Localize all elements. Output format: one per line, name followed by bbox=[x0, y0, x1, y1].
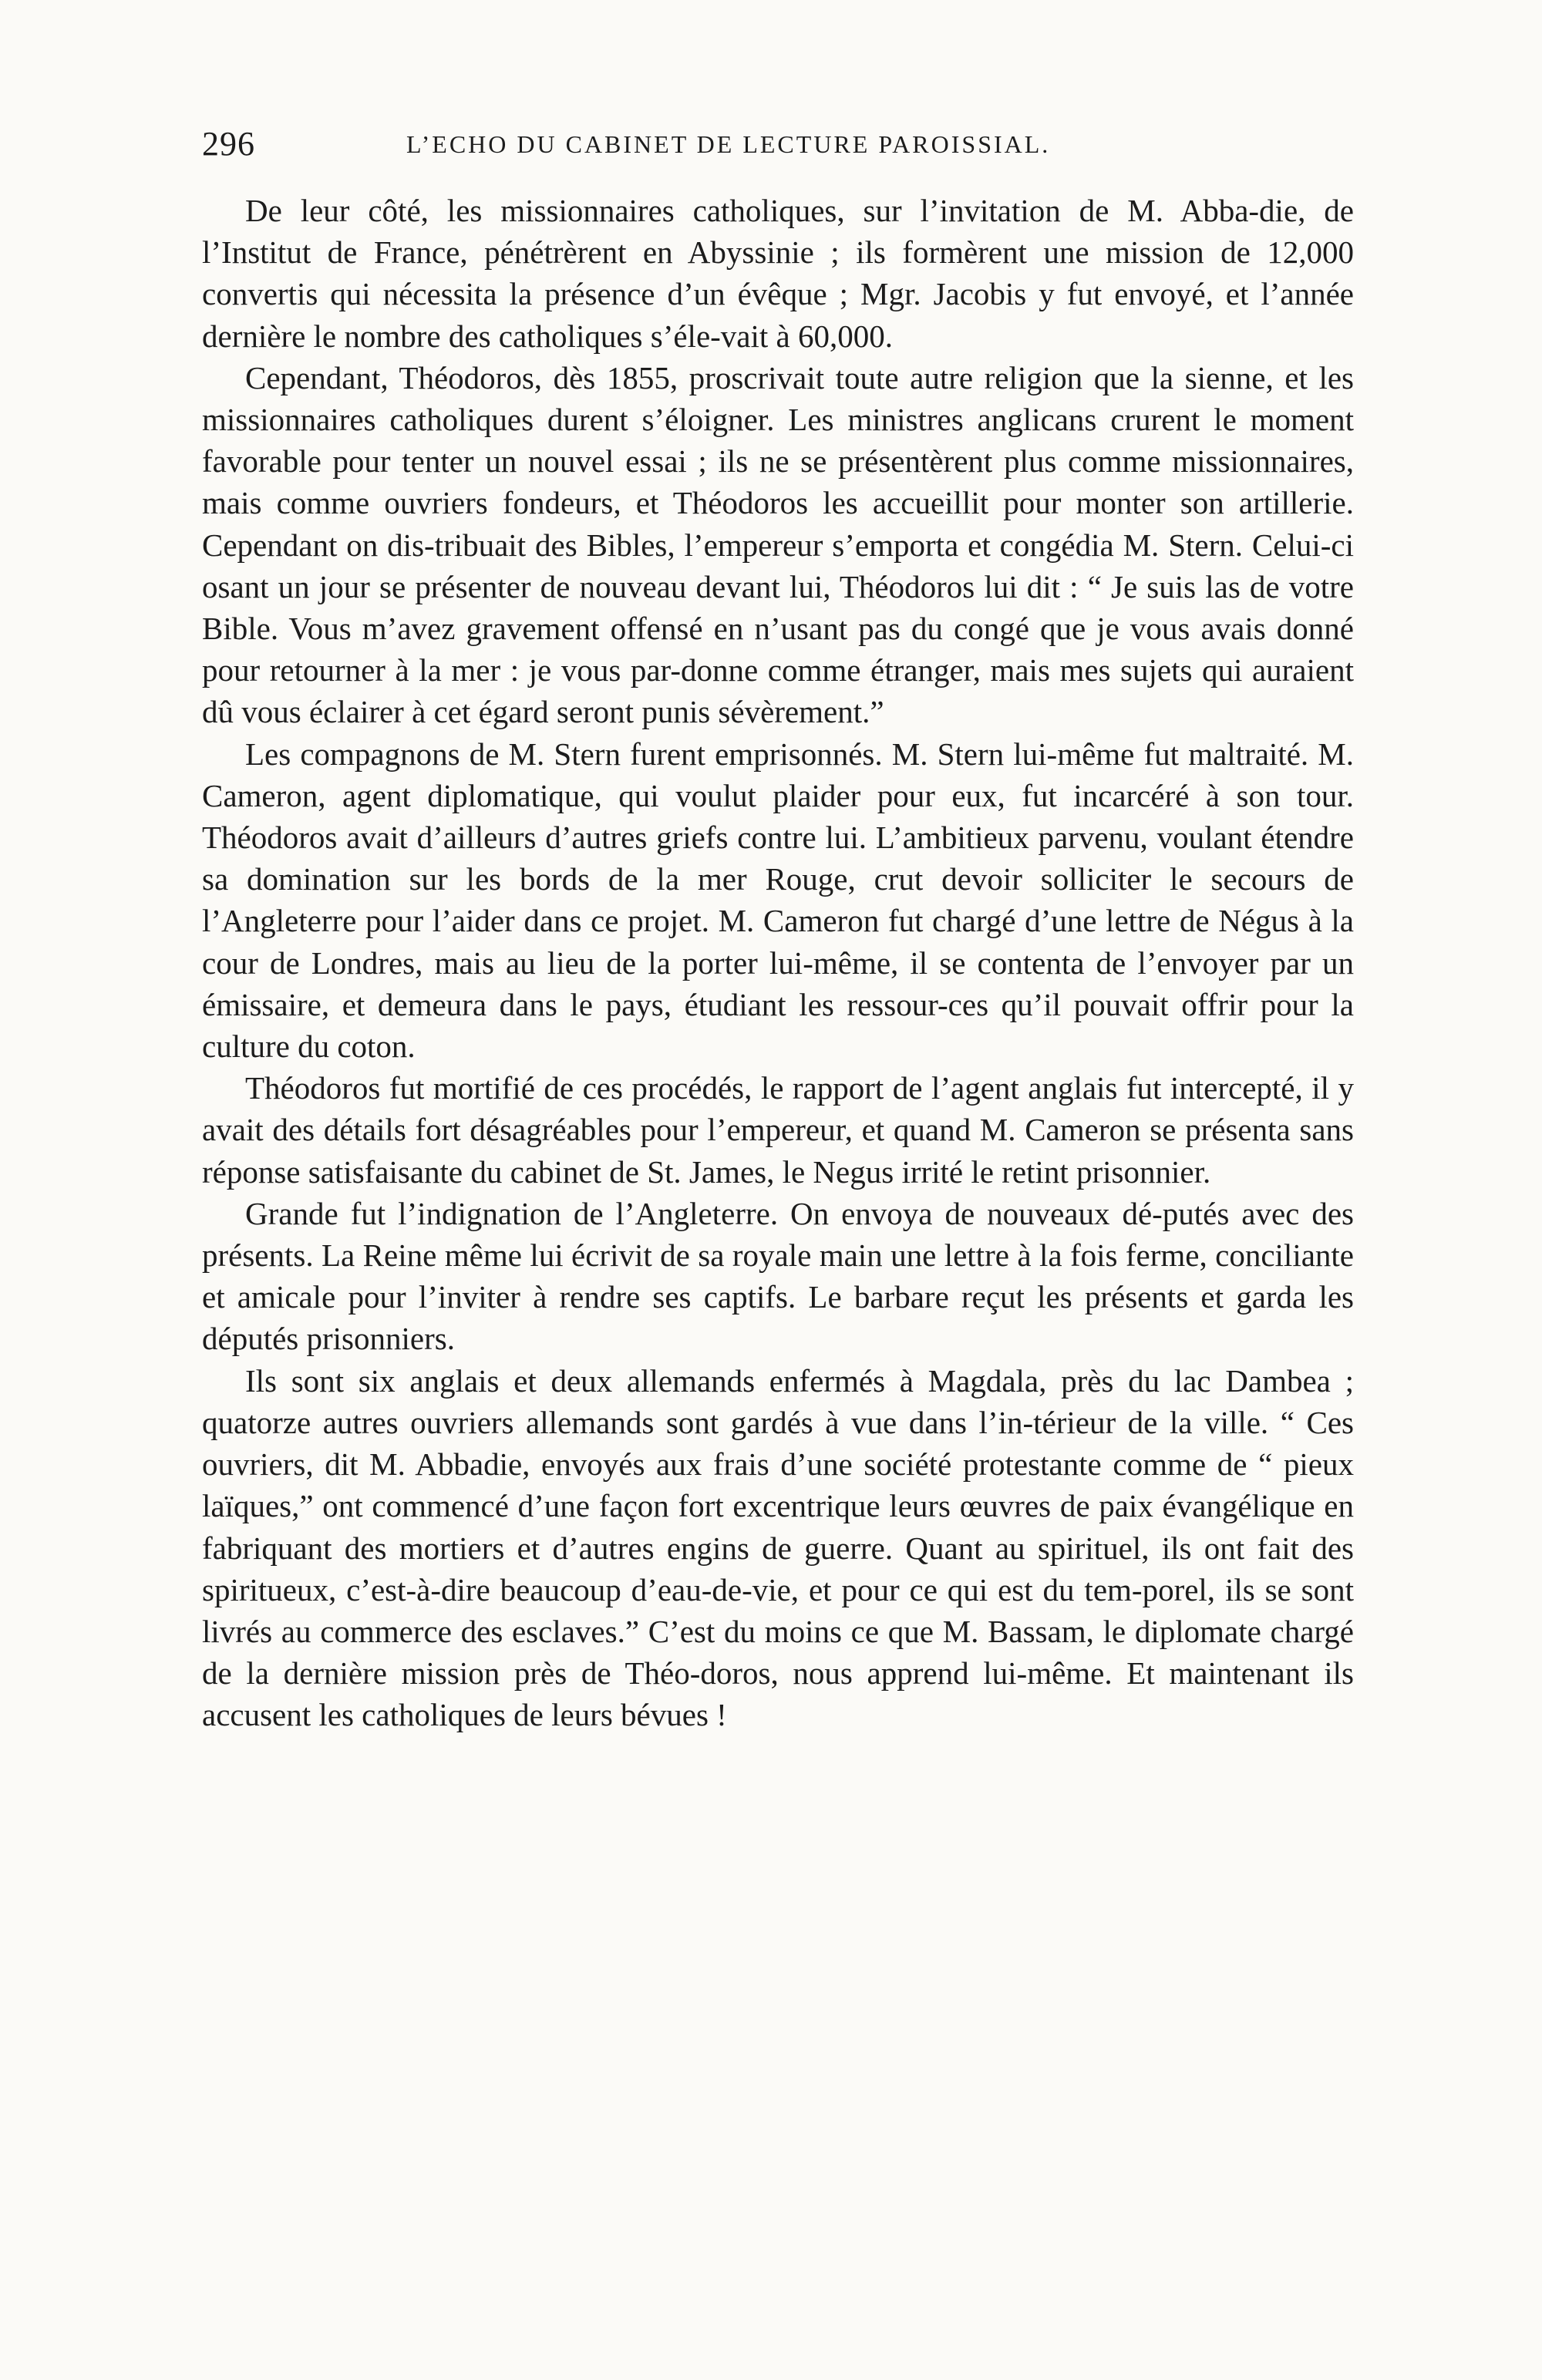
paragraph: Cependant, Théodoros, dès 1855, proscrivait toute autre religion que la sienne, et les missionnaires catholiques durent s’éloigner. Les ministres anglicans crurent le moment favorable pour tenter un nouvel essai ; ils ne se présentèrent plus comme missionnaires, mais comme ouvriers fondeurs, et Théodoros les accueillit pour monter son artillerie. Cependant on dis-tribuait des Bibles, l’empereur s’emporta et congédia M. Stern. Celui-ci osant un jour se présenter de nouveau devant lui, Théodoros lui dit : “ Je suis las de votre Bible. Vous m’avez gravement offensé en n’usant pas du congé que je vous avais donné pour retourner à la mer : je vous par-donne comme étranger, mais mes sujets qui auraient dû vous éclairer à cet égard seront punis sévèrement.” bbox=[202, 359, 1354, 730]
paragraph: De leur côté, les missionnaires catholiques, sur l’invitation de M. Abba-die, de l’Institut de France, pénétrèrent en Abyssinie ; ils formèrent une mission de 12,000 convertis qui nécessita la présence d’un évêque ; Mgr. Jacobis y fut envoyé, et l’année dernière le nombre des catholiques s’éle-vait à 60,000. bbox=[202, 193, 1354, 354]
paragraph: Grande fut l’indignation de l’Angleterre. On envoya de nouveaux dé-putés avec des présents. La Reine même lui écrivit de sa royale main une lettre à la fois ferme, conciliante et amicale pour l’inviter à rendre ses captifs. Le barbare reçut les présents et garda les députés prisonniers. bbox=[202, 1195, 1354, 1357]
paragraph: Théodoros fut mortifié de ces procédés, le rapport de l’agent anglais fut intercepté, il y avait des détails fort désagréables pour l’empereur, et quand M. Cameron se présenta sans réponse satisfaisante du cabinet de St. James, le Negus irrité le retint prisonnier. bbox=[202, 1070, 1354, 1190]
paragraph: Les compagnons de M. Stern furent emprisonnés. M. Stern lui-même fut maltraité. M. Cameron, agent diplomatique, qui voulut plaider pour eux, fut incarcéré à son tour. Théodoros avait d’ailleurs d’autres griefs contre lui. L’ambitieux parvenu, voulant étendre sa domination sur les bords de la mer Rouge, crut devoir solliciter le secours de l’Angleterre pour l’aider dans ce projet. M. Cameron fut chargé d’une lettre de Négus à la cour de Londres, mais au lieu de la porter lui-même, il se contenta de l’envoyer par un émissaire, et demeura dans le pays, étudiant les ressour-ces qu’il pouvait offrir pour la culture du coton. bbox=[202, 736, 1354, 1065]
page-number: 296 bbox=[202, 125, 255, 163]
body-text bbox=[202, 190, 1354, 1736]
running-head bbox=[202, 117, 1354, 171]
running-title: L’ECHO DU CABINET DE LECTURE PAROISSIAL. bbox=[406, 130, 1051, 158]
paragraph: Ils sont six anglais et deux allemands enfermés à Magdala, près du lac Dambea ; quatorze autres ouvriers allemands sont gardés à vue dans l’in-térieur de la ville. “ Ces ouvriers, dit M. Abbadie, envoyés aux frais d’une société protestante comme de “ pieux laïques,” ont commencé d’une façon fort excentrique leurs œuvres de paix évangélique en fabriquant des mortiers et d’autres engins de guerre. Quant au spirituel, ils ont fait des spiritueux, c’est-à-dire beaucoup d’eau-de-vie, et pour ce qui est du tem-porel, ils se sont livrés au commerce des esclaves.” C’est du moins ce que M. Bassam, le diplomate chargé de la dernière mission près de Théo-doros, nous apprend lui-même. Et maintenant ils accusent les catholiques de leurs bévues ! bbox=[202, 1362, 1354, 1733]
